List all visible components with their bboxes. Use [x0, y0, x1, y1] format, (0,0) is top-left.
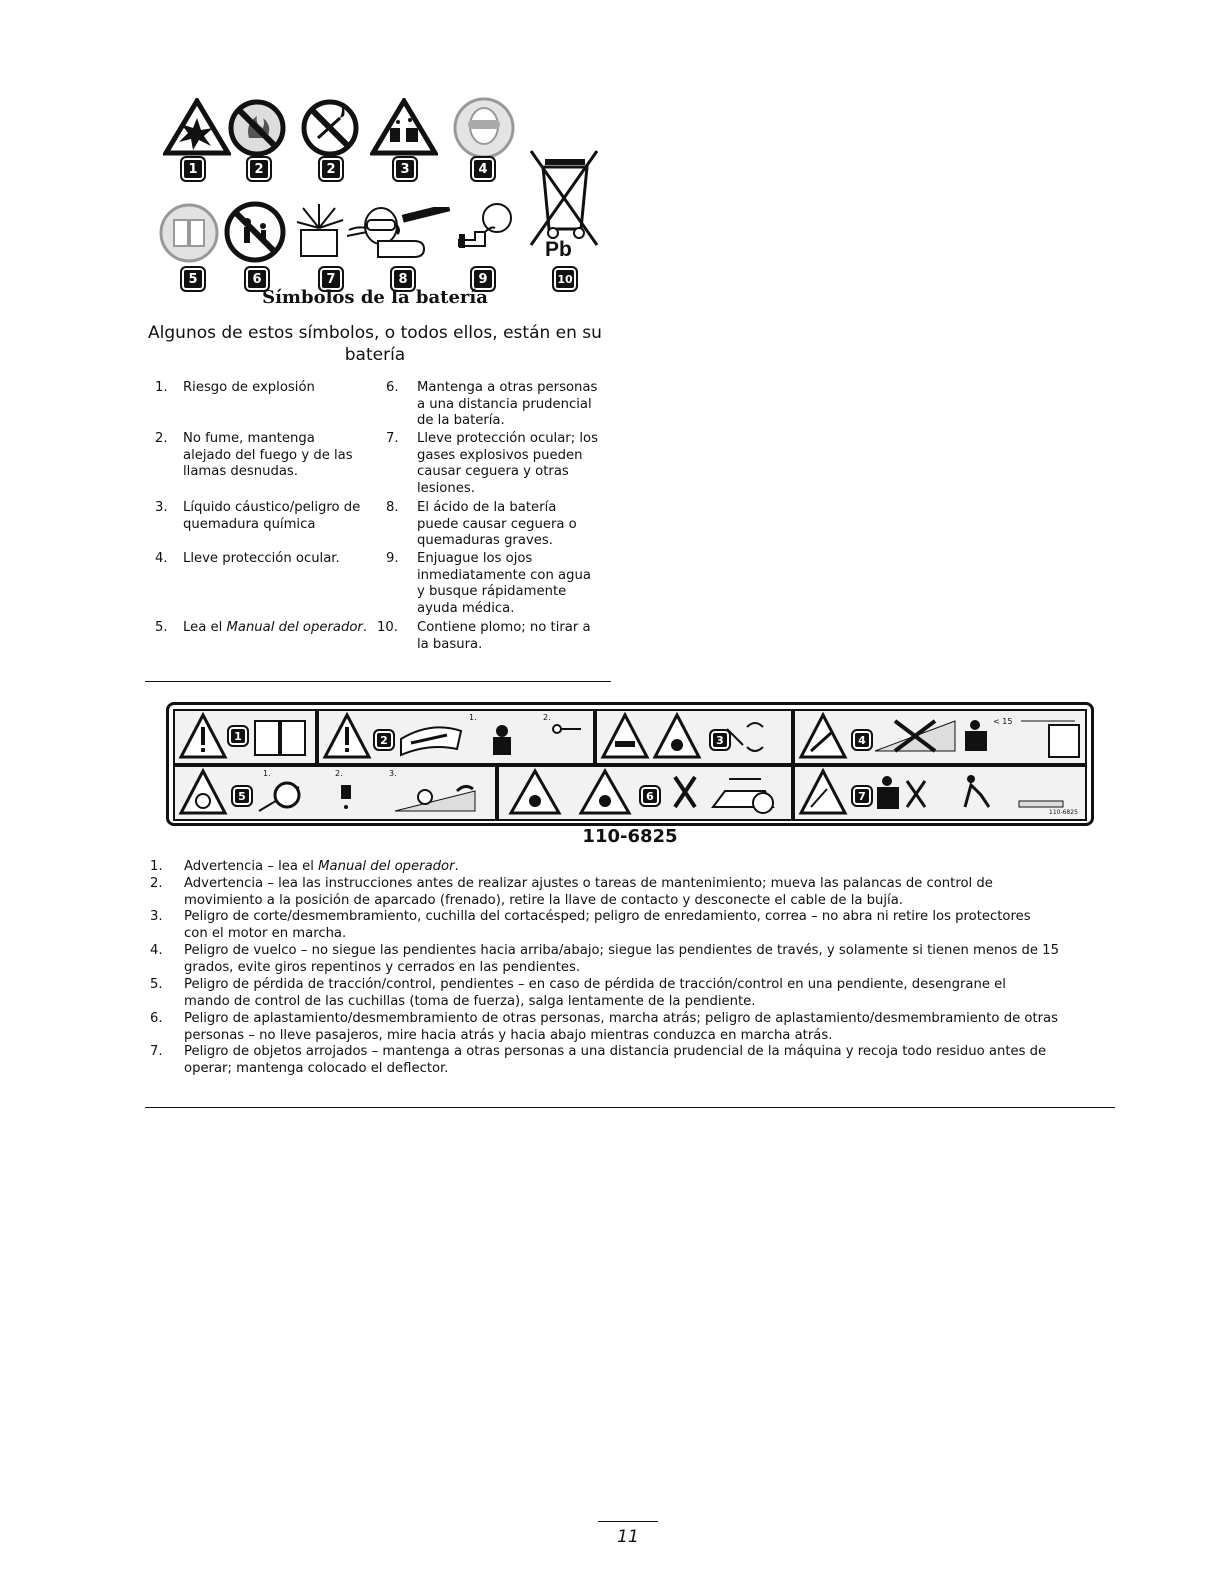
decal-description-list: 1. Advertencia – lea el Manual del operador. 2. Advertencia – lea las instrucciones antes de realizar ajustes o tareas de mantenimiento; mueva las palancas de control de movimiento a la posición de aparcado (frenado), retire la llave de contacto y desconecte el cable de la bujía. 3. Peligro de corte/desmembramiento, cuchilla del cortacésped; peligro de enredamiento, correa – no abra ni retire los protectores con el motor en marcha. 4. Peligro de vuelco – no siegue las pendientes hacia arriba/abajo; siegue las pendientes de través, y solamente si tienen menos de 15 grados, evite giros repentinos y cerrados en las pendientes. 5. Peligro de pérdida de tracción/control, pendientes – en caso de pérdida de tracción/control en una pendiente, desengrane el mando de control de las cuchillas (toma de fuerza), salga lentamente de la pendiente. 6. Peligro de aplastamiento/desmembramiento de otras personas, marcha atrás; peligro de aplastamiento/desmembramiento de otras personas – no lleve pasajeros, mire hacia atrás y hacia abajo mientras conduzca en marcha atrás. 7. Peligro de objetos arrojados – mantenga a otras personas a una distancia prudencial de la máquina y recoja todo residuo antes de operar; mantenga colocado el deflector.	[150, 859, 1059, 1076]
decal-panel-6	[497, 765, 793, 821]
battery-badge-2a: 2	[246, 156, 272, 182]
keep-children-away-icon	[223, 200, 287, 264]
battery-explosion-icon	[291, 200, 349, 264]
decal-badge-5: 5	[231, 785, 253, 807]
decal-slope-label: < 15	[993, 717, 1013, 726]
decal-panel-5	[173, 765, 497, 821]
battery-symbols-subtitle: Algunos de estos símbolos, o todos ellos, están en su batería	[148, 323, 602, 365]
warning-triangle-icon	[319, 711, 379, 763]
battery-badge-4: 4	[470, 156, 496, 182]
battery-badge-6: 6	[244, 266, 270, 292]
maintenance-wrench-icon	[397, 711, 587, 761]
no-smoking-fire-icon	[227, 98, 287, 158]
battery-badge-10: 10	[552, 266, 578, 292]
operator-manual-icon	[158, 202, 220, 264]
decal-panel-1	[173, 709, 317, 765]
decal-badge-7: 7	[851, 785, 873, 807]
acid-burn-icon	[372, 207, 458, 265]
page-number: 11	[617, 1527, 639, 1547]
decal-code: 110-6825	[582, 826, 678, 847]
decal-step-2: 2.	[543, 713, 551, 722]
decal-panel-2	[317, 709, 595, 765]
decal-step-3: 1.	[263, 769, 271, 778]
thrown-objects-hazard-icon	[795, 767, 1085, 819]
decal-step-1: 1.	[469, 713, 477, 722]
section-divider-2	[145, 1107, 1115, 1108]
battery-badge-5: 5	[180, 266, 206, 292]
explosion-warning-icon	[163, 98, 231, 156]
battery-badge-2b: 2	[318, 156, 344, 182]
decal-panel-7	[793, 765, 1087, 821]
battery-badge-9: 9	[470, 266, 496, 292]
rinse-eyes-icon	[453, 200, 519, 264]
decal-badge-1: 1	[227, 725, 249, 747]
decal-badge-4: 4	[851, 729, 873, 751]
eye-protection-icon	[452, 96, 516, 160]
safety-decal-110-6825	[166, 702, 1094, 826]
decal-panel-4	[793, 709, 1087, 765]
page-number-rule	[598, 1521, 658, 1522]
decal-badge-3: 3	[709, 729, 731, 751]
decal-panel-3	[595, 709, 793, 765]
battery-badge-3: 3	[392, 156, 418, 182]
battery-badge-7: 7	[318, 266, 344, 292]
lead-symbol: Pb	[545, 238, 572, 261]
caustic-liquid-icon	[370, 98, 438, 156]
manual-book-icon	[251, 715, 311, 759]
no-flame-icon	[300, 98, 360, 158]
section-divider-1	[145, 681, 611, 682]
rollover-hazard-icon	[795, 711, 1085, 763]
battery-symbols-title: Símbolos de la batería	[262, 287, 488, 308]
battery-badge-1: 1	[180, 156, 206, 182]
decal-badge-2: 2	[373, 729, 395, 751]
decal-step-5: 3.	[389, 769, 397, 778]
decal-step-4: 2.	[335, 769, 343, 778]
decal-small-code: 110-6825	[1049, 809, 1078, 816]
blade-cut-hazard-icon	[597, 711, 791, 763]
decal-badge-6: 6	[639, 785, 661, 807]
battery-badge-8: 8	[390, 266, 416, 292]
